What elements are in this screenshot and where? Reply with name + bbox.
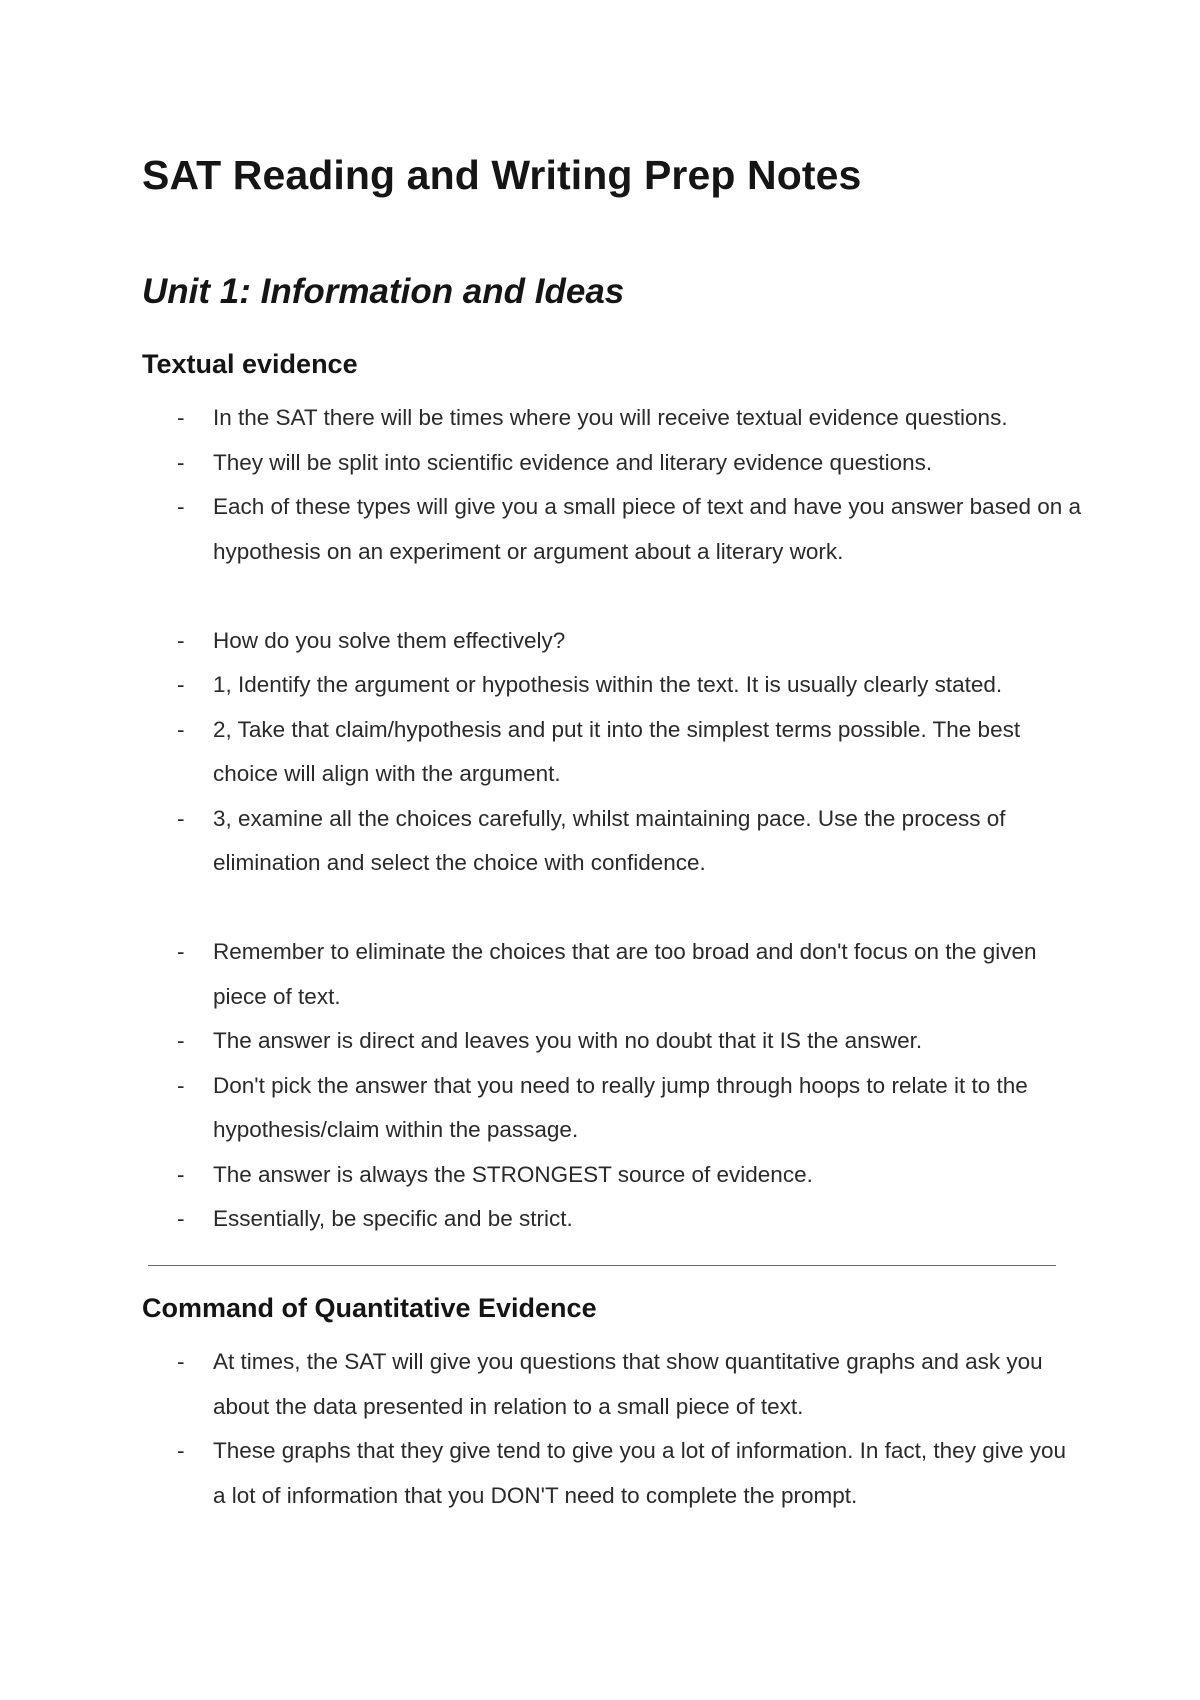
list-spacer (142, 886, 1082, 931)
list-item-text: Don't pick the answer that you need to really jump through hoops to relate it to the hypothesis/claim within the passage. (213, 1072, 1028, 1142)
list-item (142, 1019, 1082, 1064)
bullet-dash: - (177, 449, 185, 475)
list-item-text: 1, Identify the argument or hypothesis within the text. It is usually clearly stated. (213, 672, 1003, 697)
list-item-text: Each of these types will give you a small piece of text and have you answer based on a hypothesis on an experiment or argument about a literary work. (213, 494, 1082, 564)
bullet-dash: - (177, 1349, 185, 1374)
list-spacer (142, 574, 1082, 619)
list-item (142, 708, 1082, 797)
list-item-text: 2, Take that claim/hypothesis and put it into the simplest terms possible. The best choice will align with the argument. (213, 716, 1021, 786)
list-item (142, 396, 1082, 441)
unit-title: Unit 1: Information and Ideas (142, 272, 625, 311)
bullet-dash: - (177, 1028, 185, 1053)
list-item-text: They will be split into scientific evidence and literary evidence questions. (213, 449, 933, 475)
bullet-dash: - (177, 805, 185, 831)
bullet-dash: - (177, 494, 185, 519)
list-item (142, 1064, 1082, 1153)
textual-evidence-list (142, 396, 1082, 1242)
bullet-dash: - (177, 716, 185, 742)
bullet-dash: - (177, 1161, 185, 1187)
list-item (142, 663, 1082, 708)
list-item (142, 1429, 1082, 1518)
list-item (142, 797, 1082, 886)
list-item-text: Essentially, be specific and be strict. (213, 1206, 573, 1231)
horizontal-divider (148, 1265, 1056, 1266)
list-item (142, 619, 1082, 664)
list-item (142, 930, 1082, 1019)
list-item (142, 1153, 1082, 1198)
list-item (142, 1340, 1082, 1429)
list-item-text: How do you solve them effectively? (213, 627, 566, 653)
list-item (142, 441, 1082, 486)
list-item-text: The answer is always the STRONGEST source of evidence. (213, 1161, 813, 1187)
bullet-dash: - (177, 627, 185, 653)
bullet-dash: - (177, 672, 185, 697)
section-title-quantitative-evidence: Command of Quantitative Evidence (142, 1293, 597, 1323)
section-title-textual-evidence: Textual evidence (142, 349, 358, 379)
list-item-text: 3, examine all the choices carefully, whilst maintaining pace. Use the process of elimination and select the choice with confidence. (213, 805, 1006, 875)
list-item-text: These graphs that they give tend to give you a lot of information. In fact, they give you a lot of information that you DON'T need to complete the prompt. (213, 1438, 1067, 1508)
bullet-dash: - (177, 939, 185, 964)
list-item (142, 1197, 1082, 1242)
bullet-dash: - (177, 1072, 185, 1098)
list-item-text: Remember to eliminate the choices that are too broad and don't focus on the given piece of text. (213, 939, 1037, 1009)
bullet-dash: - (177, 1206, 185, 1231)
list-item-text: At times, the SAT will give you questions that show quantitative graphs and ask you about the data presented in relation to a small piece of text. (213, 1349, 1043, 1419)
list-item (142, 485, 1082, 574)
list-item-text: The answer is direct and leaves you with no doubt that it IS the answer. (213, 1028, 923, 1053)
bullet-dash: - (177, 405, 185, 430)
bullet-dash: - (177, 1438, 185, 1463)
list-item-text: In the SAT there will be times where you will receive textual evidence questions. (213, 405, 1008, 430)
document-title: SAT Reading and Writing Prep Notes (142, 152, 862, 198)
quantitative-evidence-list (142, 1340, 1082, 1518)
